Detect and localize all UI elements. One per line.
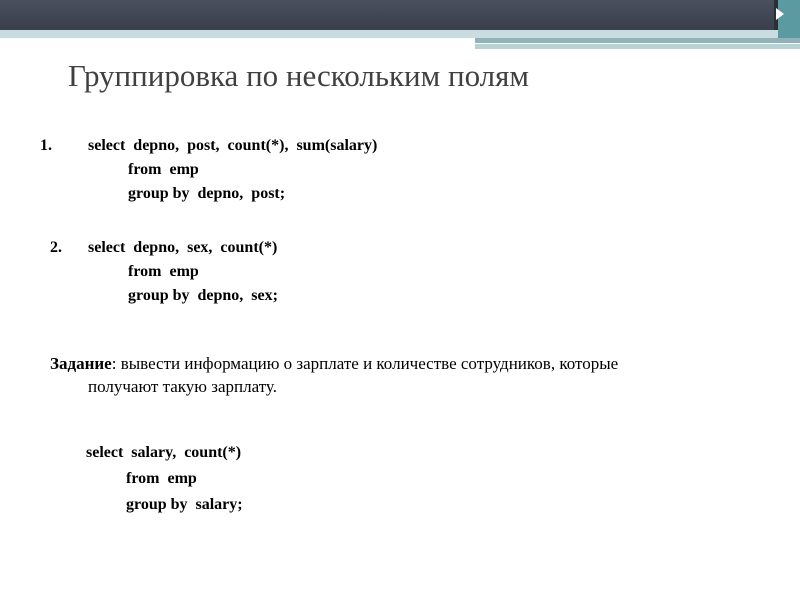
query-2 <box>50 236 550 312</box>
query-1-number: 1. <box>40 137 52 154</box>
query-2-select: select depno, sex, count(*) <box>88 239 278 256</box>
task-line-1 <box>50 352 730 375</box>
accent-strip-light <box>475 44 800 49</box>
query-2-number: 2. <box>50 239 62 256</box>
task-description: : вывести информацию о зарплате и количестве сотрудников, которые <box>111 354 619 373</box>
query-1-from: from emp <box>128 161 199 178</box>
query-3-group-by: group by salary; <box>126 496 243 513</box>
task-line-2: получают такую зарплату. <box>88 377 277 396</box>
query-1-select: select depno, post, count(*), sum(salary) <box>88 137 378 154</box>
query-3-from: from emp <box>126 470 197 487</box>
query-2-group-by: group by depno, sex; <box>128 287 278 304</box>
accent-strip-dark <box>475 38 800 43</box>
query-3 <box>86 441 486 517</box>
query-1-group-by: group by depno, post; <box>128 185 286 202</box>
query-1 <box>40 134 540 210</box>
accent-strip <box>0 30 800 38</box>
task-text <box>50 352 730 398</box>
triangle-arrow-icon <box>776 8 784 20</box>
task-label: Задание <box>50 354 112 373</box>
query-2-from: from emp <box>128 263 199 280</box>
slide-header-bar <box>0 0 800 30</box>
slide-title: Группировка по нескольким полям <box>68 58 530 93</box>
query-3-select: select salary, count(*) <box>86 444 242 461</box>
